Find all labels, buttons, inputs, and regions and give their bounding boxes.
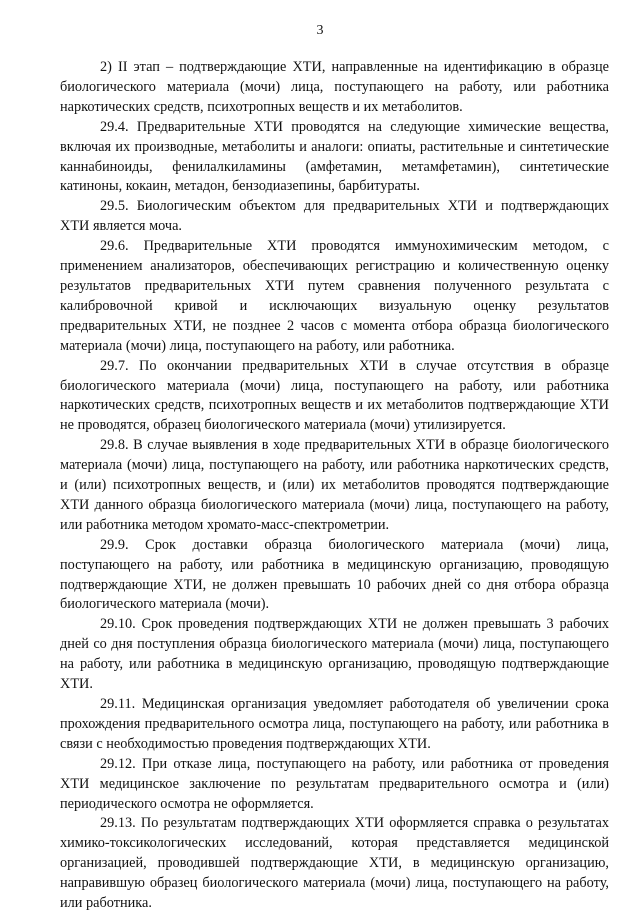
paragraph-29-11: 29.11. Медицинская организация уведомляет работодателя об увеличении срока прохождения предварительного осмотра лица, поступающего на работу, или работника в связи с необходимостью проведения подтверждающих ХТИ. [60,696,609,752]
page-number: 3 [316,23,324,38]
document-body [60,58,609,914]
paragraph-29-7: 29.7. По окончании предварительных ХТИ в случае отсутствия в образце биологического материала (мочи) лица, поступающего на работу, или работника наркотических средств, психотропных веществ и их метаболитов подтверждающие ХТИ не проводятся, образец биологического материала (мочи) утилизируется. [60,357,609,434]
paragraph-29-4: 29.4. Предварительные ХТИ проводятся на следующие химические вещества, включая их производные, метаболиты и аналоги: опиаты, растительные и синтетические каннабиноиды, фенилалкиламины (амфетамин, метамфетамин), синтетические катиноны, кокаин, метадон, бензодиазепины, барбитураты. [60,118,609,195]
paragraph-29-10: 29.10. Срок проведения подтверждающих ХТИ не должен превышать 3 рабочих дней со дня поступления образца биологического материала (мочи) лица, поступающего на работу, или работника в медицинскую организацию, проводящую подтверждающие ХТИ. [60,616,609,693]
paragraph-29-12: 29.12. При отказе лица, поступающего на работу, или работника от проведения ХТИ медицинское заключение по результатам предварительного осмотра и (или) периодического осмотра не оформляется. [60,755,609,812]
paragraph-29-9: 29.9. Срок доставки образца биологического материала (мочи) лица, поступающего на работу, или работника в медицинскую организацию, проводящую подтверждающие ХТИ, не должен превышать 10 рабочих дней со дня отбора образца биологического материала (мочи). [60,536,609,613]
paragraph-stage-2: 2) II этап – подтверждающие ХТИ, направленные на идентификацию в образце биологического материала (мочи) лица, поступающего на работу, или работника наркотических средств, психотропных веществ и их метаболитов. [60,59,609,115]
paragraph-29-13: 29.13. По результатам подтверждающих ХТИ оформляется справка о результатах химико-токсикологических исследований, которая представляется медицинской организацией, проводившей подтверждающие ХТИ, в медицинскую организацию, направившую образец биологического материала (мочи) лица, поступающего на работу, или работника. [60,815,609,912]
paragraph-29-6: 29.6. Предварительные ХТИ проводятся иммунохимическим методом, с применением анализаторов, обеспечивающих регистрацию и количественную оценку результатов предварительных ХТИ путем сравнения полученного результата с калибровочной кривой и исключающих визуальную оценку результатов предварительных ХТИ, не позднее 2 часов с момента отбора образца биологического материала (мочи) лица, поступающего на работу, или работника. [60,238,609,354]
paragraph-29-5: 29.5. Биологическим объектом для предварительных ХТИ и подтверждающих ХТИ является моча. [60,198,609,235]
paragraph-29-8: 29.8. В случае выявления в ходе предварительных ХТИ в образце биологического материала (мочи) лица, поступающего на работу, или работника наркотических средств, и (или) психотропных веществ, и (или) их метаболитов проводятся подтверждающие ХТИ данного образца биологического материала (мочи) лица, поступающего на работу, или работника методом хромато-масс-спектрометрии. [60,437,609,533]
